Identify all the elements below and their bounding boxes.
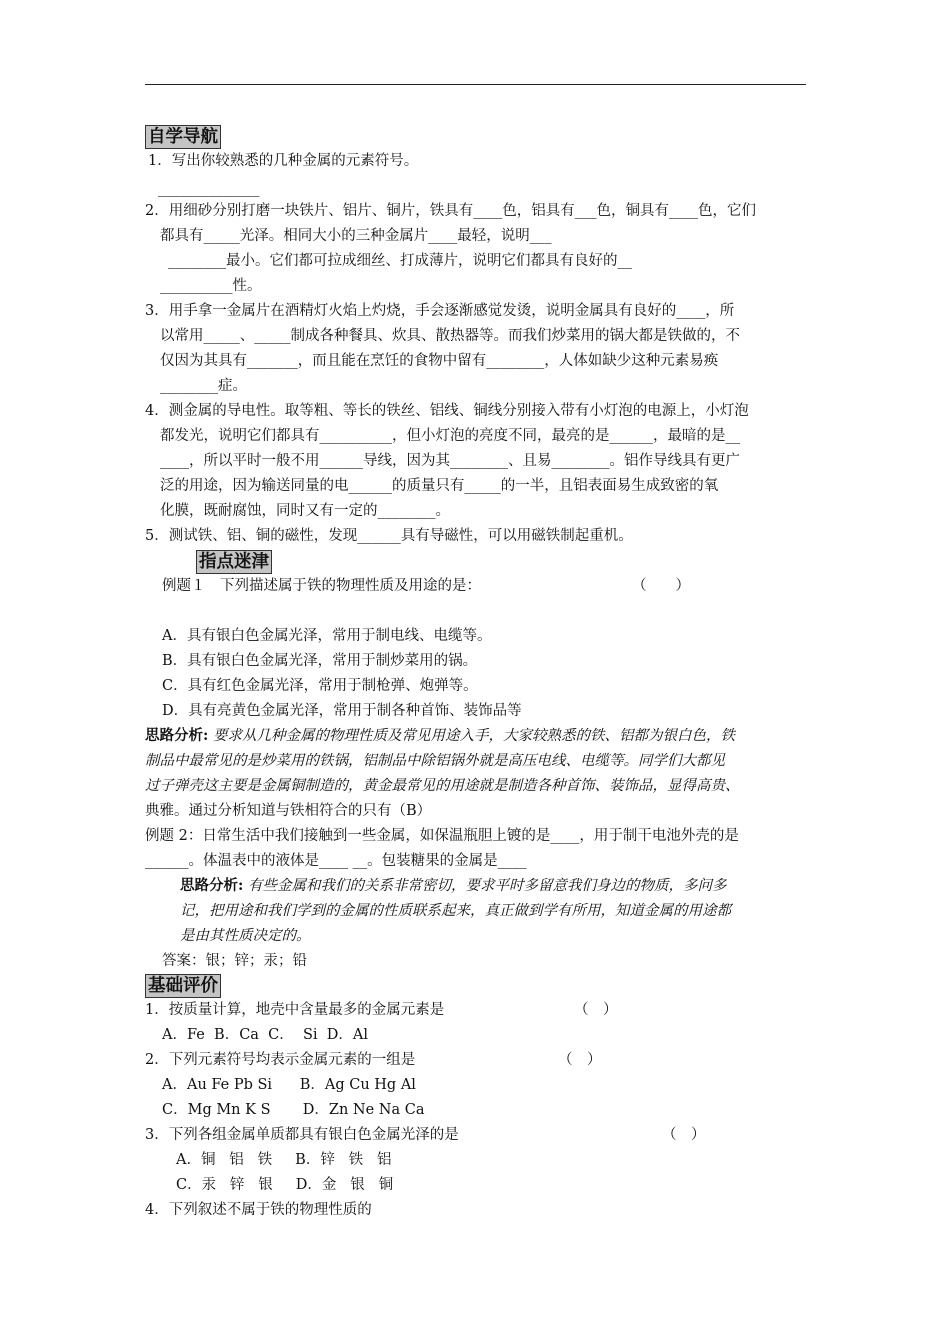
- option-line: C．汞 锌 银 D．金 银 铜: [176, 1177, 394, 1193]
- answer-line: 答案：银；锌；汞；铅: [162, 953, 307, 969]
- option-line: C．Mg Mn K S D．Zn Ne Na Ca: [162, 1102, 425, 1118]
- answer-blank: ______________: [158, 181, 260, 197]
- question-line: 1．写出你较熟悉的几种金属的元素符号。: [148, 153, 419, 169]
- question-line: 3．下列各组金属单质都具有银白色金属光泽的是: [145, 1127, 459, 1143]
- question-line: 都具有_____光泽。相同大小的三种金属片____最轻，说明___: [160, 228, 552, 244]
- example-question: 例题 2：日常生活中我们接触到一些金属，如保温瓶胆上镀的是____，用于制干电池外壳的是: [145, 828, 739, 844]
- analysis-line: [180, 876, 726, 896]
- analysis-line: [145, 726, 735, 746]
- question-line: 3．用手拿一金属片在酒精灯火焰上灼烧，手会逐渐感觉发烫，说明金属具有良好的____，所: [145, 303, 735, 319]
- question-line: 都发光，说明它们都具有__________，但小灯泡的亮度不同，最亮的是______，最暗的是__: [160, 428, 740, 444]
- question-line: 以常用_____、_____制成各种餐具、炊具、散热器等。而我们炒菜用的锅大都是铁做的，不: [160, 328, 740, 344]
- question-line: ____，所以平时一般不用______导线，因为其________、且易________。铝作导线具有更广: [160, 453, 740, 469]
- answer-brackets: （ ）: [574, 1002, 618, 1018]
- analysis-label: 思路分析:: [145, 727, 209, 744]
- question-line: 仅因为其具有_______，而且能在烹饪的食物中留有________，人体如缺少这种元素易痪: [160, 353, 719, 369]
- option-line: A．Fe B．Ca C． Si D．Al: [162, 1027, 368, 1043]
- analysis-line: 制品中最常见的是炒菜用的铁锅，铝制品中除铝锅外就是高压电线、电缆等。同学们大都见: [145, 753, 725, 769]
- question-line: 2．下列元素符号均表示金属元素的一组是: [145, 1052, 416, 1068]
- analysis-label: 思路分析:: [180, 877, 244, 894]
- section-heading-self-study: 自学导航: [145, 125, 221, 149]
- question-line: 2．用细砂分别打磨一块铁片、铝片、铜片，铁具有____色，铝具有___色，铜具有____色，它们: [145, 203, 756, 219]
- question-line: ________最小。它们都可拉成细丝、打成薄片，说明它们都具有良好的__: [168, 253, 632, 269]
- analysis-line: 记，把用途和我们学到的金属的性质联系起来，真正做到学有所用，知道金属的用途都: [180, 903, 731, 919]
- question-line: 4．下列叙述不属于铁的物理性质的: [145, 1202, 372, 1218]
- analysis-line: 过子弹壳这主要是金属铜制造的，黄金最常见的用途就是制造各种首饰、装饰品，显得高贵、: [145, 778, 740, 794]
- answer-brackets: （ ）: [558, 1052, 602, 1068]
- question-line: 4．测金属的导电性。取等粗、等长的铁丝、铝线、铜线分别接入带有小灯泡的电源上，小灯泡: [145, 403, 749, 419]
- analysis-text: 要求从几种金属的物理性质及常见用途入手，大家较熟悉的铁、铝都为银白色，铁: [208, 728, 735, 744]
- section-heading-evaluation: 基础评价: [145, 974, 221, 998]
- option-line: A．Au Fe Pb Si B．Ag Cu Hg Al: [162, 1077, 416, 1093]
- option-line: A．铜 铝 铁 B．锌 铁 铝: [176, 1152, 392, 1168]
- analysis-line: 是由其性质决定的。: [180, 928, 311, 944]
- question-line: 1．按质量计算，地壳中含量最多的金属元素是: [145, 1002, 445, 1018]
- example-question: 例题１ 下列描述属于铁的物理性质及用途的是：: [162, 578, 481, 594]
- answer-brackets: （ ）: [662, 1127, 706, 1143]
- option-line: A．具有银白色金属光泽，常用于制电线、电缆等。: [162, 628, 492, 644]
- question-line: ________症。: [160, 378, 247, 394]
- question-line: 化膜，既耐腐蚀，同时又有一定的________。: [160, 503, 450, 519]
- section-heading-guidance: 指点迷津: [196, 550, 272, 574]
- example-question: ______。体温表中的液体是____ __。包装糖果的金属是____: [145, 853, 527, 869]
- top-rule: [145, 84, 806, 85]
- analysis-text: 有些金属和我们的关系非常密切，要求平时多留意我们身边的物质，多问多: [243, 878, 727, 894]
- answer-brackets: （ ）: [632, 578, 690, 594]
- option-line: D．具有亮黄色金属光泽，常用于制各种首饰、装饰品等: [162, 703, 522, 719]
- question-line: 泛的用途，因为输送同量的电______的质量只有_____的一半，且铝表面易生成致密的氧: [160, 478, 719, 494]
- option-line: C．具有红色金属光泽，常用于制枪弹、炮弹等。: [162, 678, 478, 694]
- option-line: B．具有银白色金属光泽，常用于制炒菜用的锅。: [162, 653, 478, 669]
- analysis-line: 典雅。通过分析知道与铁相符合的只有（B）: [145, 803, 432, 819]
- question-line: __________性。: [160, 278, 262, 294]
- question-line: 5．测试铁、铝、铜的磁性，发现______具有导磁性，可以用磁铁制起重机。: [145, 528, 633, 544]
